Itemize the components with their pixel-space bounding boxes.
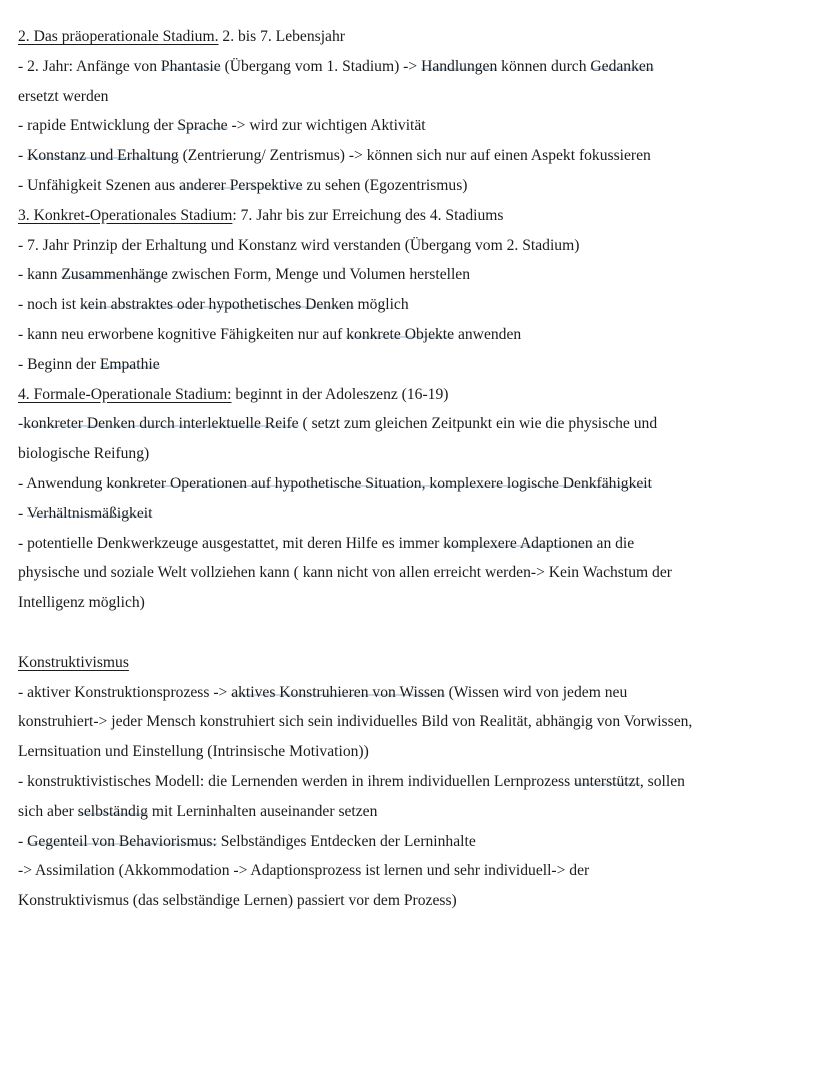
text-segment: - kann	[18, 266, 62, 284]
blank-line	[18, 618, 828, 648]
heading-praeoperational: 2. Das präoperationale Stadium. 2. bis 7. Lebensjahr	[18, 28, 345, 45]
text-segment: (Zentrierung/ Zentrismus) -> können sich nur auf einen Aspekt fokussieren	[178, 147, 651, 165]
highlighted-text: kein abstraktes oder hypothetisches Denken	[79, 296, 354, 314]
text-line	[18, 499, 828, 529]
highlighted-text: konkrete Objekte	[346, 325, 455, 343]
text-segment: - konstruktivistisches Modell: die Lernenden werden in ihrem individuellen Lernprozess	[18, 772, 575, 790]
text-line	[18, 767, 828, 797]
text-segment: - Anwendung	[18, 474, 107, 492]
highlighted-text: selbständig	[77, 802, 148, 820]
text-segment: anwenden	[454, 325, 522, 343]
text-line	[18, 231, 828, 261]
text-segment: (Wissen wird von jedem neu	[444, 683, 628, 701]
text-line	[18, 111, 828, 141]
highlighted-text: konkreter Operationen auf hypothetische Situation, komplexere logische Denkfähigkeit	[106, 474, 652, 492]
text-segment: sich aber	[18, 802, 78, 820]
text-line	[18, 678, 828, 708]
highlighted-text: konkreter Denken durch interlektuelle Reife	[23, 415, 299, 433]
highlighted-text: komplexere Adaptionen	[443, 534, 593, 552]
text-segment: zwischen Form, Menge und Volumen herstellen	[167, 266, 470, 284]
highlighted-text: Empathie	[99, 355, 160, 373]
highlighted-text: Handlungen	[421, 57, 498, 75]
highlighted-text: Gedanken	[590, 57, 654, 75]
highlighted-text: Konstanz und Erhaltung	[27, 147, 179, 165]
text-segment: - kann neu erworbene kognitive Fähigkeiten nur auf	[18, 325, 347, 343]
text-segment: biologische Reifung)	[18, 445, 150, 463]
text-segment: (Übergang vom 1. Stadium) ->	[220, 57, 422, 75]
text-line	[18, 82, 828, 112]
text-segment: - potentielle Denkwerkzeuge ausgestattet, mit deren Hilfe es immer	[18, 534, 444, 552]
highlighted-text: anderer Perspektive	[179, 176, 303, 194]
heading-konkret-operational: 3. Konkret-Operationales Stadium: 7. Jahr bis zur Erreichung des 4. Stadiums	[18, 206, 504, 224]
text-segment: konstruhiert-> jeder Mensch konstruhiert sich sein individuelles Bild von Realität, abhängig von Vorwissen,	[18, 713, 693, 731]
text-line	[18, 588, 828, 618]
text-line	[18, 409, 828, 439]
highlighted-text: unterstützt	[574, 772, 640, 790]
text-segment: Selbständiges Entdecken der Lerninhalte	[216, 832, 476, 850]
text-segment: -> Assimilation (Akkommodation -> Adaptionsprozess ist lernen und sehr individuell-> der	[18, 862, 590, 880]
text-segment: - 7. Jahr Prinzip der Erhaltung und Konstanz wird verstanden (Übergang vom 2. Stadium)	[18, 236, 580, 254]
text-segment: , sollen	[639, 772, 685, 790]
text-segment: können durch	[497, 57, 591, 75]
text-line	[18, 707, 828, 737]
text-line	[18, 529, 828, 559]
text-line	[18, 737, 828, 767]
text-line	[18, 439, 828, 469]
highlighted-text: Sprache	[177, 117, 228, 135]
text-segment: physische und soziale Welt vollziehen kann ( kann nicht von allen erreicht werden-> Kein Wachstum der	[18, 564, 672, 582]
text-segment: -	[18, 832, 28, 850]
text-segment: möglich	[353, 296, 409, 314]
text-line	[18, 141, 828, 171]
text-line	[18, 797, 828, 827]
text-segment: Lernsituation und Einstellung (Intrinsische Motivation))	[18, 743, 369, 761]
text-segment: ersetzt werden	[18, 87, 109, 105]
text-line	[18, 886, 828, 916]
text-line	[18, 827, 828, 857]
text-segment: zu sehen (Egozentrismus)	[302, 176, 468, 194]
text-line	[18, 469, 828, 499]
section-formal-operational	[18, 380, 828, 618]
text-segment: - noch ist	[18, 296, 80, 314]
heading-konstruktivismus: Konstruktivismus	[18, 653, 129, 671]
section-konkret-operational	[18, 201, 828, 380]
text-segment: - Unfähigkeit Szenen aus	[18, 176, 180, 194]
highlighted-text: aktives Konstruhieren von Wissen	[231, 683, 445, 701]
text-line	[18, 350, 828, 380]
highlighted-text: Verhältnismäßigkeit	[26, 504, 153, 522]
text-segment: Intelligenz möglich)	[18, 594, 145, 612]
text-segment: -> wird zur wichtigen Aktivität	[227, 117, 426, 135]
text-line	[18, 320, 828, 350]
highlighted-text: Phantasie	[160, 57, 221, 75]
text-line	[18, 290, 828, 320]
text-line	[18, 260, 828, 290]
text-segment: an die	[592, 534, 635, 552]
highlighted-text: Zusammenhänge	[61, 266, 168, 284]
highlighted-text: Gegenteil von Behaviorismus:	[27, 832, 217, 850]
text-segment: - rapide Entwicklung der	[18, 117, 178, 135]
section-praeoperational	[18, 22, 828, 201]
text-segment: mit Lerninhalten auseinander setzen	[147, 802, 378, 820]
text-segment: -	[18, 504, 27, 522]
text-segment: - Beginn der	[18, 355, 100, 373]
text-segment: -	[18, 415, 24, 433]
text-segment: Konstruktivismus (das selbständige Lernen) passiert vor dem Prozess)	[18, 892, 457, 910]
text-line	[18, 558, 828, 588]
text-segment: - aktiver Konstruktionsprozess ->	[18, 683, 232, 701]
text-segment: -	[18, 147, 28, 165]
text-line	[18, 52, 828, 82]
text-segment: ( setzt zum gleichen Zeitpunkt ein wie die physische und	[298, 415, 658, 433]
text-segment: - 2. Jahr: Anfänge von	[18, 57, 161, 75]
section-konstruktivismus	[18, 648, 828, 916]
heading-formal-operational: 4. Formale-Operationale Stadium: beginnt in der Adoleszenz (16-19)	[18, 385, 449, 403]
text-line	[18, 171, 828, 201]
text-line	[18, 856, 828, 886]
